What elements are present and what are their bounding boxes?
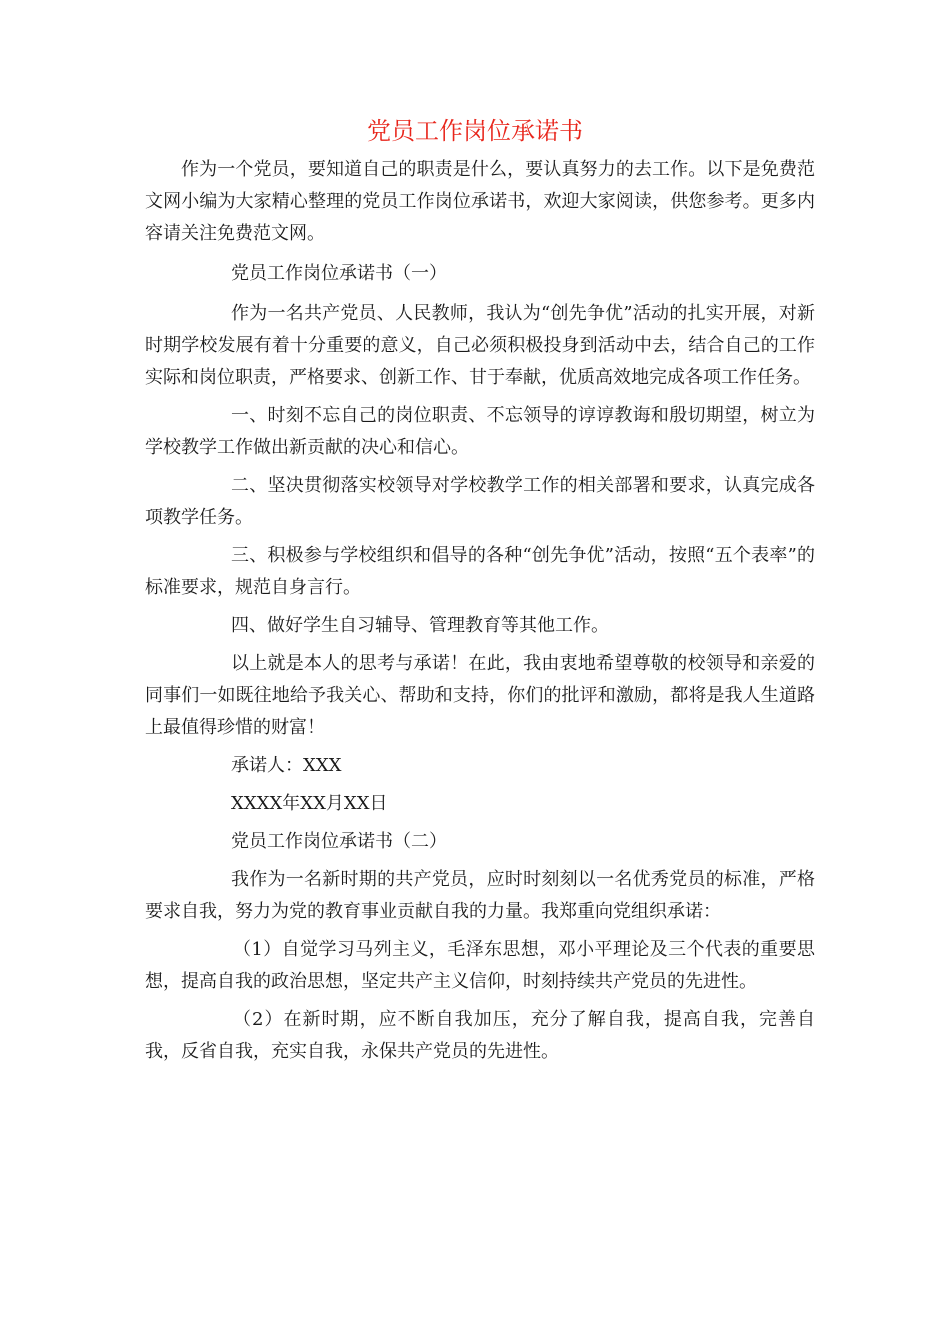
commitment-item-numbered-2: （2）在新时期，应不断自我加压，充分了解自我，提高自我，完善自我，反省自我，充实自我，永保共产党员的先进性。 [145, 1009, 815, 1062]
section-heading-2: 党员工作岗位承诺书（二） [231, 831, 447, 852]
date-line: XXXX年XX月XX日 [231, 793, 388, 814]
section-heading-1: 党员工作岗位承诺书（一） [231, 263, 447, 284]
commitment-item-numbered-1: （1）自觉学习马列主义，毛泽东思想，邓小平理论及三个代表的重要思想，提高自我的政治思想，坚定共产主义信仰，时刻持续共产党员的先进性。 [145, 939, 815, 992]
document-title: 党员工作岗位承诺书 [367, 117, 583, 145]
commitment-item-1: 一、时刻不忘自己的岗位职责、不忘领导的谆谆教诲和殷切期望，树立为学校教学工作做出新贡献的决心和信心。 [145, 405, 815, 458]
body-paragraph: 我作为一名新时期的共产党员，应时时刻刻以一名优秀党员的标准，严格要求自我，努力为党的教育事业贡献自我的力量。我郑重向党组织承诺： [145, 869, 815, 922]
body-paragraph: 作为一名共产党员、人民教师，我认为“创先争优”活动的扎实开展，对新时期学校发展有着十分重要的意义，自己必须积极投身到活动中去，结合自己的工作实际和岗位职责，严格要求、创新工作、甘于奉献，优质高效地完成各项工作任务。 [145, 303, 815, 388]
intro-paragraph: 作为一个党员，要知道自己的职责是什么，要认真努力的去工作。以下是免费范文网小编为大家精心整理的党员工作岗位承诺书，欢迎大家阅读，供您参考。更多内容请关注免费范文网。 [145, 159, 815, 244]
document-body [145, 154, 815, 1068]
commitment-item-3: 三、积极参与学校组织和倡导的各种“创先争优”活动，按照“五个表率”的标准要求，规范自身言行。 [145, 545, 815, 598]
commitment-item-2: 二、坚决贯彻落实校领导对学校教学工作的相关部署和要求，认真完成各项教学任务。 [145, 475, 815, 528]
closing-paragraph: 以上就是本人的思考与承诺！在此，我由衷地希望尊敬的校领导和亲爱的同事们一如既往地给予我关心、帮助和支持，你们的批评和激励，都将是我人生道路上最值得珍惜的财富！ [145, 653, 815, 738]
commitment-item-4: 四、做好学生自习辅导、管理教育等其他工作。 [231, 615, 609, 636]
signatory-line: 承诺人：XXX [231, 755, 342, 776]
